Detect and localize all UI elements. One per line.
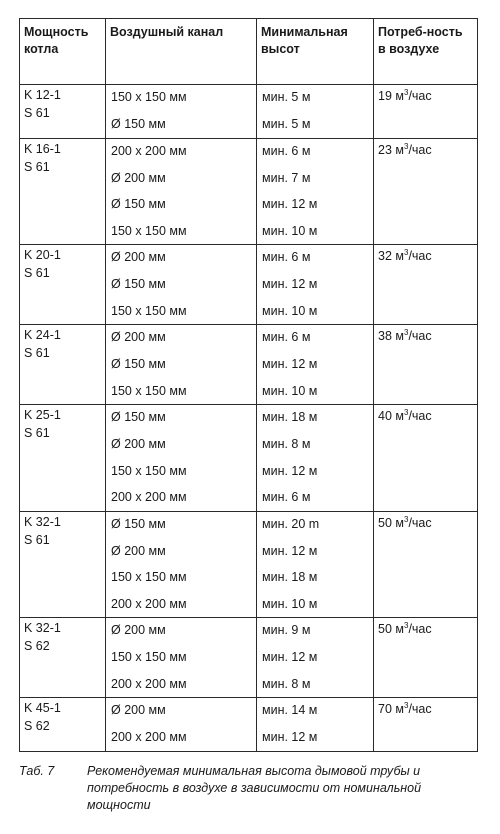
boiler-model-line: S 61: [24, 159, 50, 174]
cell-min-height: [257, 618, 374, 698]
cell-air-need: [374, 325, 478, 405]
min-height-value: мин. 12 м: [262, 197, 318, 211]
cell-air-need: [374, 511, 478, 618]
air-need-exponent: 3: [403, 620, 409, 630]
boiler-model-line: K 24-1: [24, 328, 61, 342]
boiler-model-line: S 61: [24, 532, 50, 547]
cell-air-channel: [106, 698, 257, 752]
min-height-value: мин. 5 м: [262, 117, 311, 131]
air-need-value: [374, 85, 477, 105]
table-caption: [19, 763, 479, 814]
min-height-value: мин. 10 м: [262, 383, 318, 398]
cell-min-height: [257, 511, 374, 618]
air-need-unit: /час: [408, 142, 432, 157]
min-height-value: мин. 18 м: [262, 570, 318, 584]
spec-table-container: [19, 18, 477, 752]
boiler-model-line: K 32-1: [24, 514, 61, 529]
air-need-amount: 19 м: [378, 89, 404, 103]
cell-air-need: [374, 618, 478, 698]
cell-air-channel: [106, 325, 257, 405]
air-channel-size: Ø 150 мм: [111, 197, 166, 211]
table-row: [20, 511, 478, 618]
min-height-value: мин. 18 м: [262, 410, 318, 424]
table-row: [20, 245, 478, 325]
header-min-height: Минимальная высот: [257, 19, 374, 85]
air-need-amount: 40 м: [378, 409, 404, 423]
cell-air-need: [374, 405, 478, 512]
cell-boiler-model: [20, 245, 106, 325]
cell-air-need: [374, 245, 478, 325]
min-height-value: мин. 7 м: [262, 170, 311, 185]
air-channel-size: Ø 200 мм: [111, 250, 166, 264]
air-channel-size: Ø 200 мм: [111, 170, 166, 185]
air-channel-size: Ø 200 мм: [111, 543, 166, 558]
cell-boiler-model: [20, 85, 106, 139]
boiler-model-line: S 62: [24, 639, 50, 653]
min-height-value: мин. 12 м: [262, 650, 318, 664]
boiler-model-line: K 20-1: [24, 248, 61, 262]
air-need-exponent: 3: [403, 87, 409, 97]
min-height-value: мин. 12 м: [262, 543, 318, 558]
cell-air-channel: [106, 511, 257, 618]
cell-boiler-model: [20, 511, 106, 618]
table-row: [20, 618, 478, 698]
cell-min-height: [257, 405, 374, 512]
cell-air-need: [374, 85, 478, 139]
min-height-value: мин. 6 м: [262, 490, 311, 504]
air-channel-size: 150 x 150 мм: [111, 383, 187, 398]
air-channel-size: Ø 150 мм: [111, 357, 166, 371]
boiler-model-line: S 61: [24, 346, 50, 360]
air-need-value: [374, 325, 477, 345]
cell-min-height: [257, 138, 374, 245]
cell-min-height: [257, 698, 374, 752]
air-channel-size: 200 x 200 мм: [111, 490, 187, 504]
air-channel-size: Ø 150 мм: [111, 277, 166, 291]
air-need-value: [374, 139, 477, 159]
air-need-value: [374, 512, 477, 532]
air-need-unit: /час: [408, 89, 432, 103]
cell-boiler-model: [20, 325, 106, 405]
min-height-value: мин. 14 м: [262, 703, 318, 717]
cell-min-height: [257, 85, 374, 139]
air-channel-size: 150 x 150 мм: [111, 303, 187, 318]
air-need-value: [374, 618, 477, 638]
air-need-unit: /час: [408, 249, 432, 263]
table-header-row: [20, 19, 478, 85]
air-channel-size: 150 x 150 мм: [111, 650, 187, 664]
air-need-value: [374, 698, 477, 718]
air-need-exponent: 3: [403, 700, 409, 710]
air-need-amount: 32 м: [378, 249, 404, 263]
cell-air-channel: [106, 138, 257, 245]
air-need-amount: 50 м: [378, 622, 404, 636]
cell-air-channel: [106, 85, 257, 139]
cell-air-channel: [106, 618, 257, 698]
air-channel-size: 150 x 150 мм: [111, 570, 187, 584]
boiler-model-line: S 61: [24, 426, 50, 440]
min-height-value: мин. 10 м: [262, 596, 318, 611]
air-channel-size: Ø 200 мм: [111, 437, 166, 451]
header-air-channel: Воздушный канал: [106, 19, 257, 85]
air-channel-size: 150 x 150 мм: [111, 90, 187, 104]
air-channel-size: Ø 200 мм: [111, 330, 166, 344]
min-height-value: мин. 10 м: [262, 223, 318, 238]
table-row: [20, 405, 478, 512]
air-need-unit: /час: [408, 702, 432, 716]
min-height-value: мин. 10 м: [262, 303, 318, 318]
min-height-value: мин. 8 м: [262, 676, 311, 691]
boiler-model-line: S 61: [24, 266, 50, 280]
air-need-unit: /час: [408, 409, 432, 423]
cell-boiler-model: [20, 138, 106, 245]
boiler-model-line: S 61: [24, 106, 50, 120]
min-height-value: мин. 6 м: [262, 250, 311, 264]
air-need-value: [374, 245, 477, 265]
table-row: [20, 85, 478, 139]
air-channel-size: 200 x 200 мм: [111, 143, 187, 158]
caption-label: Таб. 7: [19, 764, 55, 778]
cell-min-height: [257, 325, 374, 405]
air-need-unit: /час: [408, 622, 432, 636]
air-channel-size: Ø 200 мм: [111, 703, 166, 717]
min-height-value: мин. 5 м: [262, 90, 311, 104]
min-height-value: мин. 6 м: [262, 330, 311, 344]
boiler-model-line: K 16-1: [24, 141, 61, 156]
air-channel-size: Ø 150 мм: [111, 516, 166, 531]
air-need-amount: 50 м: [378, 515, 404, 530]
table-row: [20, 325, 478, 405]
cell-air-channel: [106, 405, 257, 512]
air-need-amount: 23 м: [378, 142, 404, 157]
boiler-model-line: S 62: [24, 719, 50, 733]
min-height-value: мин. 6 м: [262, 143, 311, 158]
boiler-model-line: K 45-1: [24, 701, 61, 715]
cell-air-need: [374, 138, 478, 245]
min-height-value: мин. 9 м: [262, 623, 311, 637]
cell-boiler-model: [20, 405, 106, 512]
air-need-exponent: 3: [403, 514, 409, 524]
air-channel-size: Ø 200 мм: [111, 623, 166, 637]
air-need-unit: /час: [408, 515, 432, 530]
air-need-exponent: 3: [403, 407, 409, 417]
min-height-value: мин. 12 м: [262, 730, 318, 744]
boiler-model-line: K 12-1: [24, 88, 61, 102]
cell-boiler-model: [20, 618, 106, 698]
table-body: [20, 85, 478, 752]
min-height-value: мин. 8 м: [262, 437, 311, 451]
cell-min-height: [257, 245, 374, 325]
air-need-unit: /час: [408, 329, 432, 343]
air-channel-size: 200 x 200 мм: [111, 676, 187, 691]
boiler-spec-table: [19, 18, 478, 752]
air-channel-size: Ø 150 мм: [111, 117, 166, 131]
air-need-amount: 70 м: [378, 702, 404, 716]
boiler-model-line: K 25-1: [24, 408, 61, 422]
air-need-exponent: 3: [403, 327, 409, 337]
boiler-model-line: K 32-1: [24, 621, 61, 635]
cell-boiler-model: [20, 698, 106, 752]
header-boiler-power: Мощность котла: [20, 19, 106, 85]
cell-air-need: [374, 698, 478, 752]
min-height-value: мин. 12 м: [262, 277, 318, 291]
caption-text: Рекомендуемая минимальная высота дымовой трубы и потребность в воздухе в зависимости от номинальной мощности: [87, 764, 422, 812]
min-height-value: мин. 12 м: [262, 357, 318, 371]
air-need-exponent: 3: [403, 141, 409, 151]
air-need-exponent: 3: [403, 247, 409, 257]
cell-air-channel: [106, 245, 257, 325]
air-channel-size: 150 x 150 мм: [111, 223, 187, 238]
table-row: [20, 138, 478, 245]
min-height-value: мин. 20 m: [262, 516, 320, 531]
air-channel-size: 200 x 200 мм: [111, 730, 187, 744]
min-height-value: мин. 12 м: [262, 463, 318, 478]
air-channel-size: Ø 150 мм: [111, 410, 166, 424]
air-channel-size: 200 x 200 мм: [111, 596, 187, 611]
air-need-amount: 38 м: [378, 329, 404, 343]
air-channel-size: 150 x 150 мм: [111, 463, 187, 478]
air-need-value: [374, 405, 477, 425]
table-row: [20, 698, 478, 752]
header-air-need: Потреб-ность в воздухе: [374, 19, 478, 85]
